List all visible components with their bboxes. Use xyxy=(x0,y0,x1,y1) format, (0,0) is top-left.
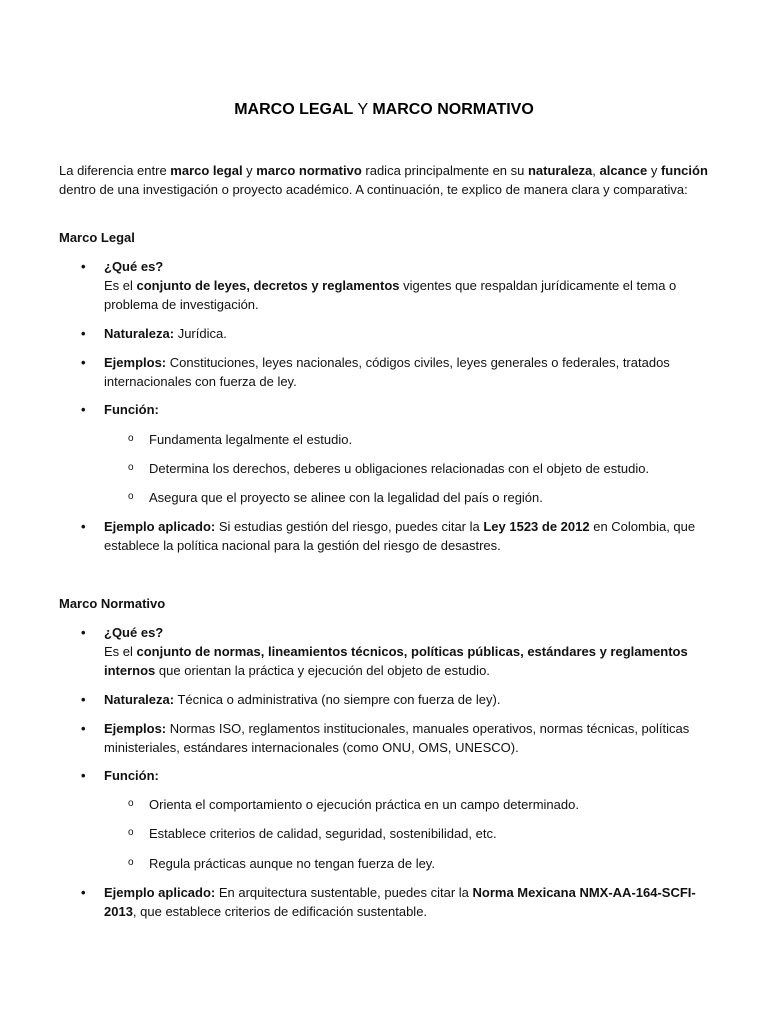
normativo-que-es-label: ¿Qué es? xyxy=(104,625,164,640)
normativo-que-es-text: Es el xyxy=(104,644,137,659)
legal-naturaleza-item xyxy=(104,324,714,343)
legal-ejemplos-text: Constituciones, leyes nacionales, códigos civiles, leyes generales o federales, tratados internacionales con fuerza de ley. xyxy=(104,355,670,389)
normativo-naturaleza-text: Técnica o administrativa (no siempre con fuerza de ley). xyxy=(174,692,501,707)
section-heading-marco-legal: Marco Legal xyxy=(59,230,135,245)
normativo-funcion-item xyxy=(104,766,714,785)
normativo-ejemplo-aplicado-text: En arquitectura sustentable, puedes citar la xyxy=(215,885,473,900)
normativo-ejemplo-aplicado-item xyxy=(104,883,714,921)
legal-que-es-text: Es el xyxy=(104,278,137,293)
intro-text: y xyxy=(647,163,661,178)
normativo-ejemplo-aplicado-bold: Norma Mexicana NMX-AA-164-SCFI-2013 xyxy=(104,885,696,919)
normativo-funcion-subitem: o Regula prácticas aunque no tengan fuerza de ley. xyxy=(149,854,709,873)
normativo-que-es-bold: conjunto de normas, lineamientos técnicos, políticas públicas, estándares y reglamentos internos xyxy=(104,644,688,678)
normativo-ejemplos-text: Normas ISO, reglamentos institucionales, manuales operativos, normas técnicas, políticas ministeriales, estándares internacionales (como ONU, OMS, UNESCO). xyxy=(104,721,690,755)
legal-ejemplos-item xyxy=(104,353,714,391)
intro-text: dentro de una investigación o proyecto académico. A continuación, te explico de manera clara y comparativa: xyxy=(59,182,688,197)
intro-text: y xyxy=(242,163,257,178)
intro-text: , xyxy=(592,163,600,178)
legal-funcion-subitem: o Asegura que el proyecto se alinee con la legalidad del país o región. xyxy=(149,488,709,507)
title-part2: MARCO NORMATIVO xyxy=(372,101,534,118)
legal-funcion-item xyxy=(104,400,714,419)
normativo-naturaleza-item xyxy=(104,690,714,709)
legal-que-es-label: ¿Qué es? xyxy=(104,259,164,274)
legal-funcion-label: Función: xyxy=(104,402,159,417)
section-heading-marco-normativo: Marco Normativo xyxy=(59,596,166,611)
normativo-ejemplo-aplicado-label: Ejemplo aplicado: xyxy=(104,885,216,900)
title-connector: Y xyxy=(357,101,368,118)
normativo-funcion-label: Función: xyxy=(104,768,159,783)
normativo-ejemplos-label: Ejemplos: xyxy=(104,721,167,736)
legal-que-es-item xyxy=(104,257,714,314)
legal-que-es-text: vigentes que respaldan jurídicamente el tema o problema de investigación. xyxy=(104,278,677,312)
legal-funcion-subitem: o Determina los derechos, deberes u obligaciones relacionadas con el objeto de estudio. xyxy=(149,459,709,478)
intro-bold: marco legal xyxy=(170,163,243,178)
intro-bold: función xyxy=(660,163,708,178)
title-part1: MARCO LEGAL xyxy=(234,101,354,118)
normativo-que-es-item xyxy=(104,623,714,680)
normativo-que-es-text: que orientan la práctica y ejecución del objeto de estudio. xyxy=(155,663,490,678)
legal-ejemplo-aplicado-item xyxy=(104,517,714,555)
intro-text: La diferencia entre xyxy=(59,163,171,178)
normativo-naturaleza-label: Naturaleza: xyxy=(104,692,175,707)
intro-bold: alcance xyxy=(599,163,648,178)
legal-ejemplo-aplicado-text: Si estudias gestión del riesgo, puedes citar la xyxy=(215,519,484,534)
legal-que-es-bold: conjunto de leyes, decretos y reglamentos xyxy=(136,278,400,293)
intro-text: radica principalmente en su xyxy=(361,163,528,178)
normativo-ejemplos-item xyxy=(104,719,714,757)
legal-funcion-subitem: o Fundamenta legalmente el estudio. xyxy=(149,430,709,449)
legal-ejemplo-aplicado-text: en Colombia, que establece la política nacional para la gestión del riesgo de desastres. xyxy=(104,519,696,553)
page-title xyxy=(0,99,768,121)
legal-ejemplo-aplicado-label: Ejemplo aplicado: xyxy=(104,519,216,534)
intro-paragraph xyxy=(59,161,709,199)
intro-bold: naturaleza xyxy=(527,163,593,178)
normativo-funcion-subitem: o Establece criterios de calidad, seguridad, sostenibilidad, etc. xyxy=(149,824,709,843)
intro-bold: marco normativo xyxy=(256,163,362,178)
normativo-ejemplo-aplicado-text: , que establece criterios de edificación sustentable. xyxy=(132,904,428,919)
legal-naturaleza-text: Jurídica. xyxy=(174,326,227,341)
legal-ejemplo-aplicado-bold: Ley 1523 de 2012 xyxy=(483,519,590,534)
normativo-funcion-subitem: o Orienta el comportamiento o ejecución práctica en un campo determinado. xyxy=(149,795,709,814)
legal-naturaleza-label: Naturaleza: xyxy=(104,326,175,341)
legal-ejemplos-label: Ejemplos: xyxy=(104,355,167,370)
